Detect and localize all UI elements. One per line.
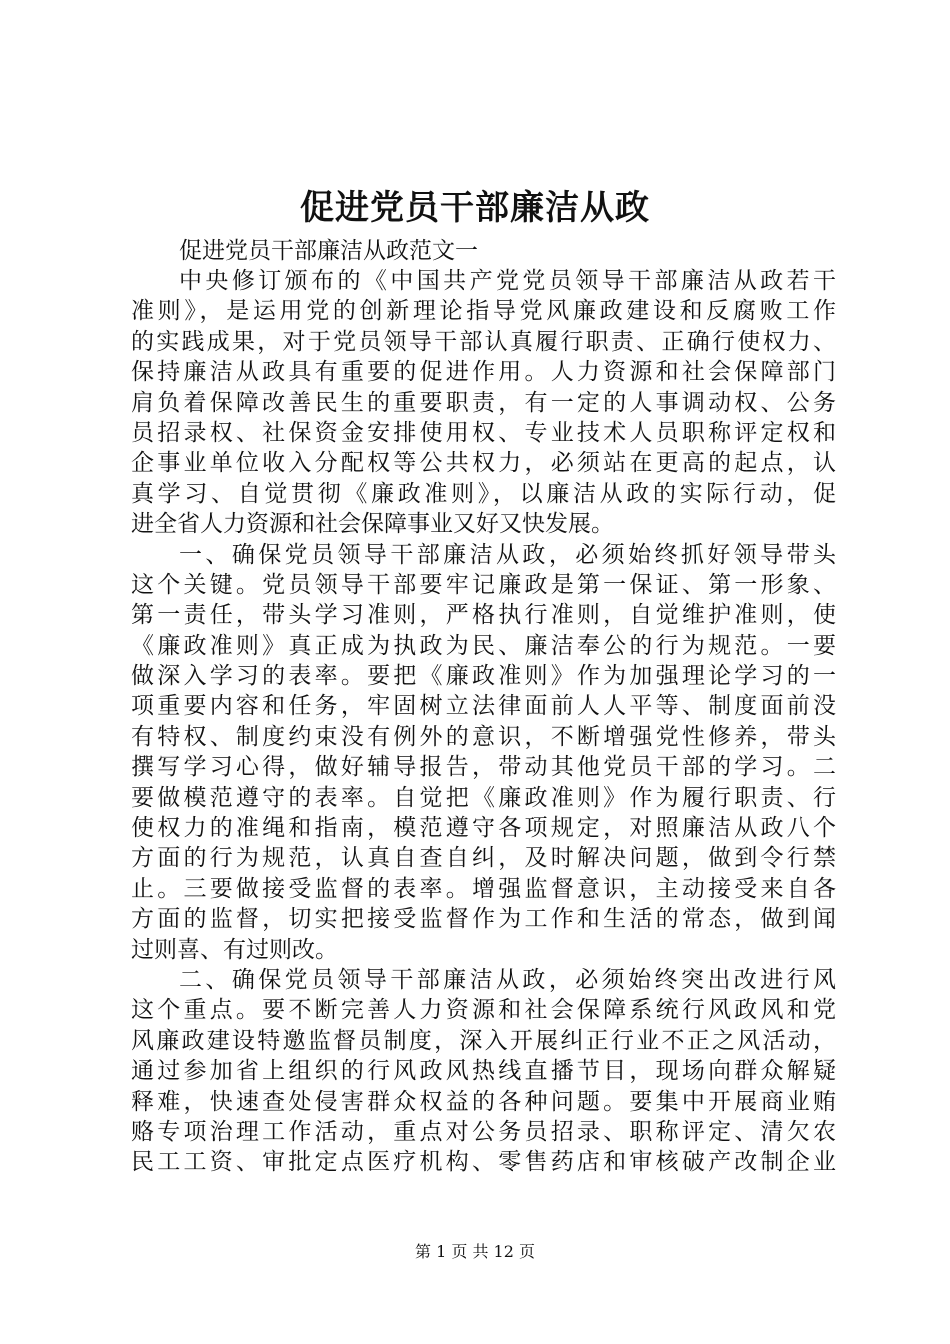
body-line: 通过参加省上组织的行风政风热线直播节目，现场向群众解疑: [131, 1058, 836, 1085]
body-line: 方面的监督，切实把接受监督作为工作和生活的常态，做到闻: [131, 906, 836, 933]
document-title: 促进党员干部廉洁从政: [300, 188, 650, 228]
body-line: 一、确保党员领导干部廉洁从政，必须始终抓好领导带头: [179, 541, 836, 568]
body-line: 方面的行为规范，认真自查自纠，及时解决问题，做到令行禁: [131, 845, 836, 872]
document-subtitle: 促进党员干部廉洁从政范文一: [179, 238, 478, 264]
body-line: 企事业单位收入分配权等公共权力，必须站在更高的起点，认: [131, 450, 836, 477]
body-line: 真学习、自觉贯彻《廉政准则》，以廉洁从政的实际行动，促: [131, 480, 836, 507]
body-line: 这个关键。党员领导干部要牢记廉政是第一保证、第一形象、: [131, 571, 836, 598]
body-line: 释难，快速查处侵害群众权益的各种问题。要集中开展商业贿: [131, 1088, 836, 1115]
body-line: 这个重点。要不断完善人力资源和社会保障系统行风政风和党: [131, 997, 836, 1024]
body-line: 保持廉洁从政具有重要的促进作用。人力资源和社会保障部门: [131, 359, 836, 386]
body-line: 止。三要做接受监督的表率。增强监督意识，主动接受来自各: [131, 875, 836, 902]
body-line: 员招录权、社保资金安排使用权、专业技术人员职称评定权和: [131, 419, 836, 446]
document-body: [131, 266, 836, 1178]
body-line: 中央修订颁布的《中国共产党党员领导干部廉洁从政若干: [179, 268, 836, 294]
body-line: 准则》，是运用党的创新理论指导党风廉政建设和反腐败工作: [131, 298, 836, 325]
body-line: 使权力的准绳和指南，模范遵守各项规定，对照廉洁从政八个: [131, 815, 836, 842]
body-line: 第一责任，带头学习准则，严格执行准则，自觉维护准则，使: [131, 602, 836, 629]
body-line: 《廉政准则》真正成为执政为民、廉洁奉公的行为规范。一要: [131, 632, 836, 659]
body-line: 项重要内容和任务，牢固树立法律面前人人平等、制度面前没: [131, 693, 836, 720]
body-line: 进全省人力资源和社会保障事业又好又快发展。: [131, 511, 614, 538]
body-line: 撰写学习心得，做好辅导报告，带动其他党员干部的学习。二: [131, 754, 836, 781]
body-line: 赂专项治理工作活动，重点对公务员招录、职称评定、清欠农: [131, 1118, 836, 1145]
body-line: 肩负着保障改善民生的重要职责，有一定的人事调动权、公务: [131, 389, 836, 416]
body-line: 要做模范遵守的表率。自觉把《廉政准则》作为履行职责、行: [131, 784, 836, 811]
body-line: 做深入学习的表率。要把《廉政准则》作为加强理论学习的一: [131, 663, 836, 690]
body-line: 风廉政建设特邀监督员制度，深入开展纠正行业不正之风活动，: [131, 1027, 836, 1054]
body-line: 二、确保党员领导干部廉洁从政，必须始终突出改进行风: [179, 966, 836, 993]
body-line: 的实践成果，对于党员领导干部认真履行职责、正确行使权力、: [131, 328, 836, 355]
page-footer: 第 1 页 共 12 页: [415, 1242, 535, 1261]
body-line: 有特权、制度约束没有例外的意识，不断增强党性修养，带头: [131, 723, 836, 750]
body-line: 民工工资、审批定点医疗机构、零售药店和审核破产改制企业: [131, 1149, 836, 1176]
body-line: 过则喜、有过则改。: [131, 936, 338, 963]
